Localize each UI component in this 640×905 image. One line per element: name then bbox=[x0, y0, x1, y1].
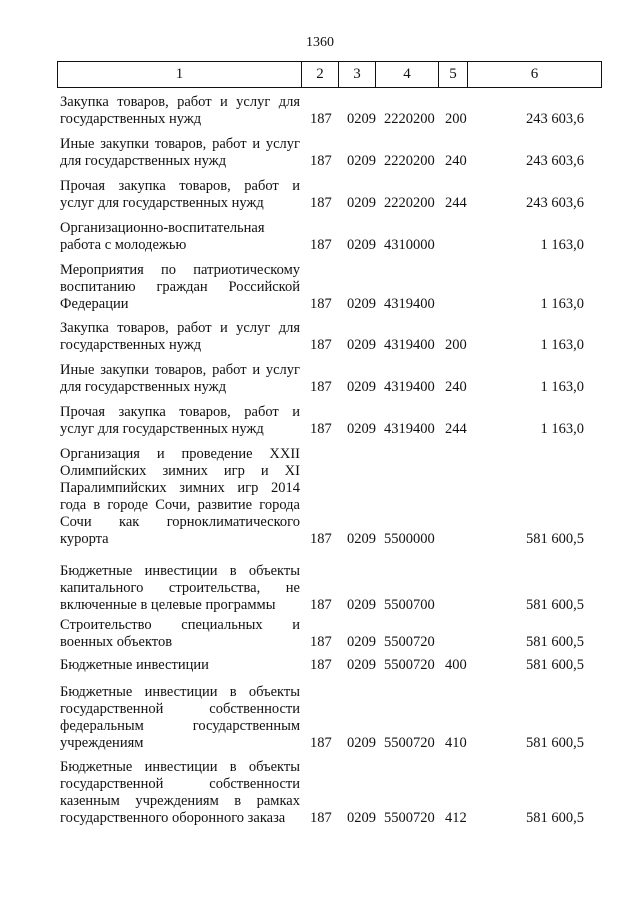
description-line: Строительство специальных и bbox=[60, 617, 300, 633]
row-description bbox=[60, 446, 300, 548]
row-description bbox=[60, 657, 300, 674]
cell-c4: 2220200 bbox=[384, 111, 435, 127]
header-col-2: 2 bbox=[302, 62, 339, 88]
description-line: Федерации bbox=[60, 296, 129, 312]
cell-c4: 4319400 bbox=[384, 379, 435, 395]
cell-c2: 187 bbox=[310, 153, 332, 169]
cell-c3: 0209 bbox=[347, 379, 376, 395]
cell-c3: 0209 bbox=[347, 597, 376, 613]
description-line: Бюджетные инвестиции в объекты bbox=[60, 684, 300, 700]
cell-c4: 2220200 bbox=[384, 153, 435, 169]
page-number: 1360 bbox=[306, 35, 334, 50]
cell-c2: 187 bbox=[310, 597, 332, 613]
cell-c4: 5500720 bbox=[384, 634, 435, 650]
description-line: Закупка товаров, работ и услуг для bbox=[60, 94, 300, 110]
row-description bbox=[60, 684, 300, 752]
description-line: государственных нужд bbox=[60, 337, 202, 353]
cell-c3: 0209 bbox=[347, 421, 376, 437]
cell-c3: 0209 bbox=[347, 111, 376, 127]
row-description bbox=[60, 759, 300, 827]
cell-c2: 187 bbox=[310, 195, 332, 211]
cell-c5: 244 bbox=[445, 195, 467, 211]
description-line: воспитанию граждан Российской bbox=[60, 279, 300, 295]
header-col-3: 3 bbox=[339, 62, 376, 88]
header-col-6: 6 bbox=[468, 62, 602, 88]
cell-c3: 0209 bbox=[347, 634, 376, 650]
description-line: для государственных нужд bbox=[60, 153, 227, 169]
cell-c4: 5500000 bbox=[384, 531, 435, 547]
cell-c6: 243 603,6 bbox=[526, 195, 584, 211]
cell-c5: 400 bbox=[445, 657, 467, 673]
description-line: капитального строительства, не bbox=[60, 580, 300, 596]
description-line: Закупка товаров, работ и услуг для bbox=[60, 320, 300, 336]
description-line: государственной собственности bbox=[60, 776, 300, 792]
row-description bbox=[60, 178, 300, 212]
cell-c6: 581 600,5 bbox=[526, 634, 584, 650]
row-description bbox=[60, 617, 300, 651]
cell-c5: 412 bbox=[445, 810, 467, 826]
cell-c6: 1 163,0 bbox=[540, 379, 584, 395]
cell-c2: 187 bbox=[310, 296, 332, 312]
description-line: Прочая закупка товаров, работ и bbox=[60, 404, 300, 420]
cell-c4: 5500720 bbox=[384, 657, 435, 673]
description-line: Бюджетные инвестиции bbox=[60, 657, 209, 673]
description-line: Паралимпийских зимних игр 2014 bbox=[60, 480, 300, 496]
cell-c3: 0209 bbox=[347, 657, 376, 673]
description-line: курорта bbox=[60, 531, 109, 547]
description-line: государственной собственности bbox=[60, 701, 300, 717]
cell-c6: 581 600,5 bbox=[526, 597, 584, 613]
cell-c4: 2220200 bbox=[384, 195, 435, 211]
description-line: Олимпийских зимних игр и XI bbox=[60, 463, 300, 479]
cell-c2: 187 bbox=[310, 111, 332, 127]
description-line: государственных нужд bbox=[60, 111, 202, 127]
cell-c2: 187 bbox=[310, 735, 332, 751]
cell-c6: 1 163,0 bbox=[540, 337, 584, 353]
cell-c2: 187 bbox=[310, 634, 332, 650]
cell-c2: 187 bbox=[310, 531, 332, 547]
description-line: услуг для государственных нужд bbox=[60, 195, 264, 211]
cell-c6: 1 163,0 bbox=[540, 237, 584, 253]
description-line: военных объектов bbox=[60, 634, 173, 650]
cell-c4: 5500720 bbox=[384, 810, 435, 826]
header-col-5: 5 bbox=[439, 62, 468, 88]
description-line: учреждениям bbox=[60, 735, 144, 751]
description-line: Мероприятия по патриотическому bbox=[60, 262, 300, 278]
cell-c3: 0209 bbox=[347, 337, 376, 353]
cell-c6: 581 600,5 bbox=[526, 735, 584, 751]
cell-c6: 581 600,5 bbox=[526, 810, 584, 826]
description-line: казенным учреждениям в рамках bbox=[60, 793, 300, 809]
description-line: для государственных нужд bbox=[60, 379, 227, 395]
description-line: Прочая закупка товаров, работ и bbox=[60, 178, 300, 194]
cell-c3: 0209 bbox=[347, 195, 376, 211]
cell-c3: 0209 bbox=[347, 810, 376, 826]
description-line: Организация и проведение XXII bbox=[60, 446, 300, 462]
cell-c3: 0209 bbox=[347, 153, 376, 169]
cell-c5: 200 bbox=[445, 337, 467, 353]
description-line: года в городе Сочи, развитие города bbox=[60, 497, 300, 513]
description-line: включенные в целевые программы bbox=[60, 597, 276, 613]
cell-c2: 187 bbox=[310, 379, 332, 395]
cell-c6: 243 603,6 bbox=[526, 111, 584, 127]
cell-c6: 1 163,0 bbox=[540, 296, 584, 312]
cell-c2: 187 bbox=[310, 657, 332, 673]
cell-c5: 200 bbox=[445, 111, 467, 127]
cell-c3: 0209 bbox=[347, 531, 376, 547]
description-line: услуг для государственных нужд bbox=[60, 421, 264, 437]
cell-c5: 244 bbox=[445, 421, 467, 437]
row-description bbox=[60, 404, 300, 438]
cell-c4: 4319400 bbox=[384, 296, 435, 312]
cell-c4: 5500720 bbox=[384, 735, 435, 751]
description-line: федеральным государственным bbox=[60, 718, 300, 734]
cell-c3: 0209 bbox=[347, 296, 376, 312]
row-description bbox=[60, 320, 300, 354]
row-description bbox=[60, 136, 300, 170]
description-line: государственного оборонного заказа bbox=[60, 810, 286, 826]
cell-c2: 187 bbox=[310, 337, 332, 353]
cell-c3: 0209 bbox=[347, 735, 376, 751]
description-line: Иные закупки товаров, работ и услуг bbox=[60, 136, 300, 152]
cell-c2: 187 bbox=[310, 421, 332, 437]
description-line: Сочи как горноклиматического bbox=[60, 514, 300, 530]
cell-c4: 5500700 bbox=[384, 597, 435, 613]
header-col-1: 1 bbox=[58, 62, 302, 88]
cell-c4: 4310000 bbox=[384, 237, 435, 253]
row-description bbox=[60, 362, 300, 396]
description-line: работа с молодежью bbox=[60, 237, 187, 253]
description-line: Иные закупки товаров, работ и услуг bbox=[60, 362, 300, 378]
cell-c5: 410 bbox=[445, 735, 467, 751]
cell-c6: 1 163,0 bbox=[540, 421, 584, 437]
cell-c4: 4319400 bbox=[384, 337, 435, 353]
cell-c6: 581 600,5 bbox=[526, 657, 584, 673]
table-header bbox=[57, 61, 602, 88]
description-line: Бюджетные инвестиции в объекты bbox=[60, 759, 300, 775]
cell-c3: 0209 bbox=[347, 237, 376, 253]
cell-c5: 240 bbox=[445, 379, 467, 395]
cell-c4: 4319400 bbox=[384, 421, 435, 437]
row-description bbox=[60, 94, 300, 128]
row-description bbox=[60, 220, 300, 254]
description-line: Бюджетные инвестиции в объекты bbox=[60, 563, 300, 579]
cell-c2: 187 bbox=[310, 810, 332, 826]
header-col-4: 4 bbox=[376, 62, 439, 88]
cell-c6: 581 600,5 bbox=[526, 531, 584, 547]
cell-c5: 240 bbox=[445, 153, 467, 169]
cell-c2: 187 bbox=[310, 237, 332, 253]
cell-c6: 243 603,6 bbox=[526, 153, 584, 169]
row-description bbox=[60, 563, 300, 614]
description-line: Организационно-воспитательная bbox=[60, 220, 265, 236]
row-description bbox=[60, 262, 300, 313]
